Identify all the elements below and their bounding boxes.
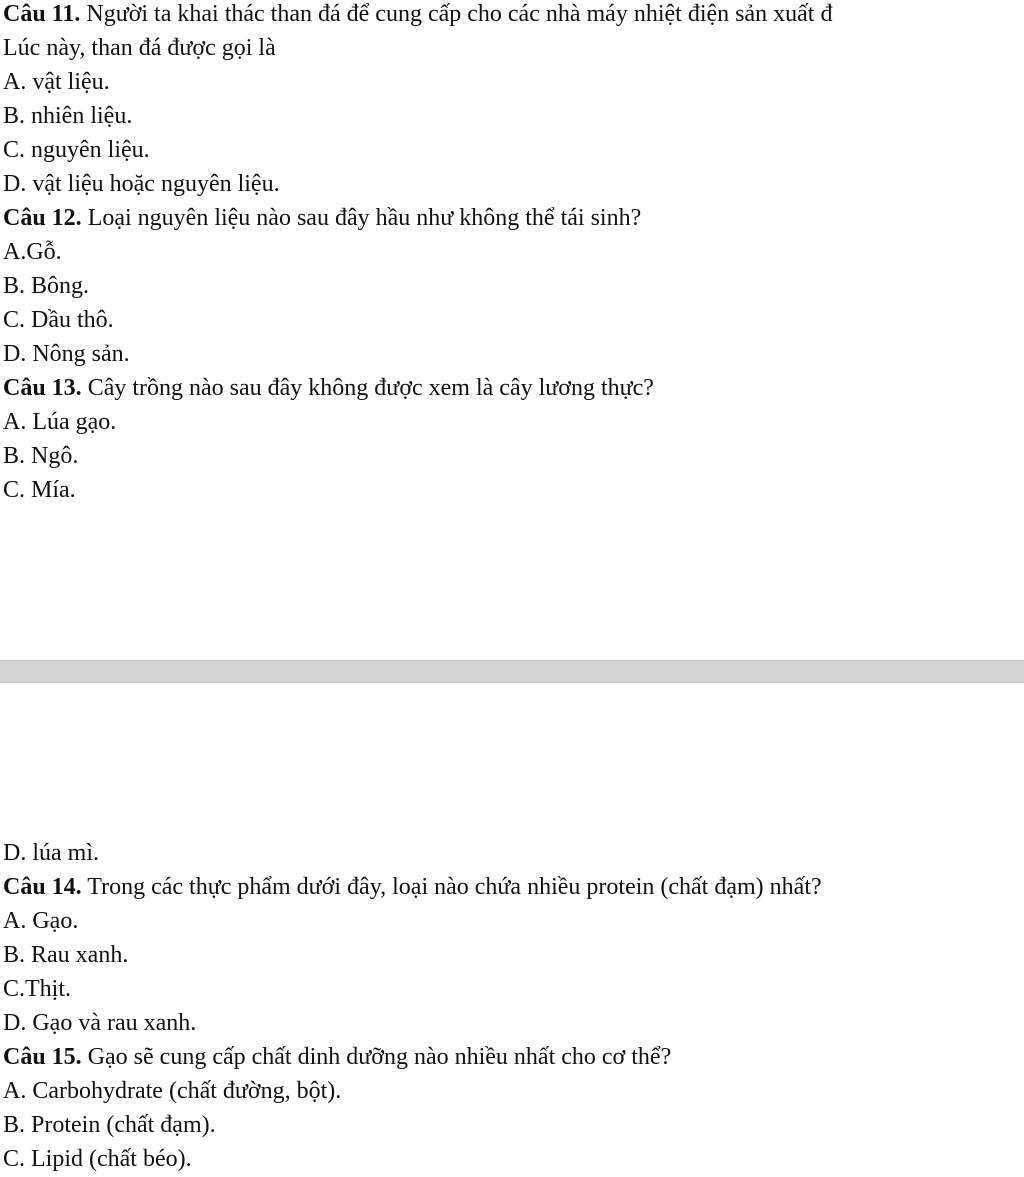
question-12-option-b: B. Bông. (3, 273, 90, 299)
question-14-option-c: C.Thịt. (3, 976, 72, 1002)
question-14-option-d: D. Gạo và rau xanh. (3, 1010, 197, 1036)
question-15-option-a: A. Carbohydrate (chất đường, bột). (3, 1078, 342, 1104)
question-11-option-c: C. nguyên liệu. (3, 137, 150, 163)
question-11-option-b: B. nhiên liệu. (3, 103, 133, 129)
question-15-option-c: C. Lipid (chất béo). (3, 1146, 192, 1172)
question-block-bottom (3, 836, 1024, 1176)
question-15-stem (3, 1040, 1024, 1074)
question-14-option-b: B. Rau xanh. (3, 942, 129, 968)
question-14-option-a: A. Gạo. (3, 908, 79, 934)
question-13-text: Cây trồng nào sau đây không được xem là cây lương thực? (81, 375, 654, 401)
question-14-number: Câu 14. (3, 874, 82, 900)
page-break-divider (0, 660, 1024, 683)
question-11-text: Người ta khai thác than đá để cung cấp cho các nhà máy nhiệt điện sản xuất đ (80, 1, 833, 27)
question-15-text: Gạo sẽ cung cấp chất dinh dưỡng nào nhiều nhất cho cơ thể? (81, 1044, 672, 1070)
document-page-bottom (0, 683, 1024, 1177)
question-11-stem-continued: Lúc này, than đá được gọi là (3, 35, 276, 61)
question-11-stem (3, 0, 1024, 31)
question-15-number: Câu 15. (3, 1044, 82, 1070)
question-11-option-d: D. vật liệu hoặc nguyên liệu. (3, 171, 280, 197)
question-12-stem (3, 201, 1024, 235)
question-12-number: Câu 12. (3, 205, 82, 231)
question-13-option-a: A. Lúa gạo. (3, 409, 117, 435)
question-13-stem (3, 371, 1024, 405)
question-15-option-b: B. Protein (chất đạm). (3, 1112, 216, 1138)
question-11-option-a: A. vật liệu. (3, 69, 110, 95)
question-12-option-d: D. Nông sản. (3, 341, 130, 367)
question-12-option-a: A.Gỗ. (3, 239, 62, 265)
question-14-text: Trong các thực phẩm dưới đây, loại nào chứa nhiều protein (chất đạm) nhất? (81, 874, 822, 900)
question-14-stem (3, 870, 1024, 904)
question-13-number: Câu 13. (3, 375, 82, 401)
question-12-text: Loại nguyên liệu nào sau đây hầu như không thể tái sinh? (81, 205, 642, 231)
question-block-top (3, 0, 1024, 507)
question-12-option-c: C. Dầu thô. (3, 307, 114, 333)
question-11-number: Câu 11. (3, 1, 81, 27)
question-13-option-b: B. Ngô. (3, 443, 79, 469)
question-13-option-d: D. lúa mì. (3, 840, 99, 866)
question-13-option-c: C. Mía. (3, 477, 76, 503)
